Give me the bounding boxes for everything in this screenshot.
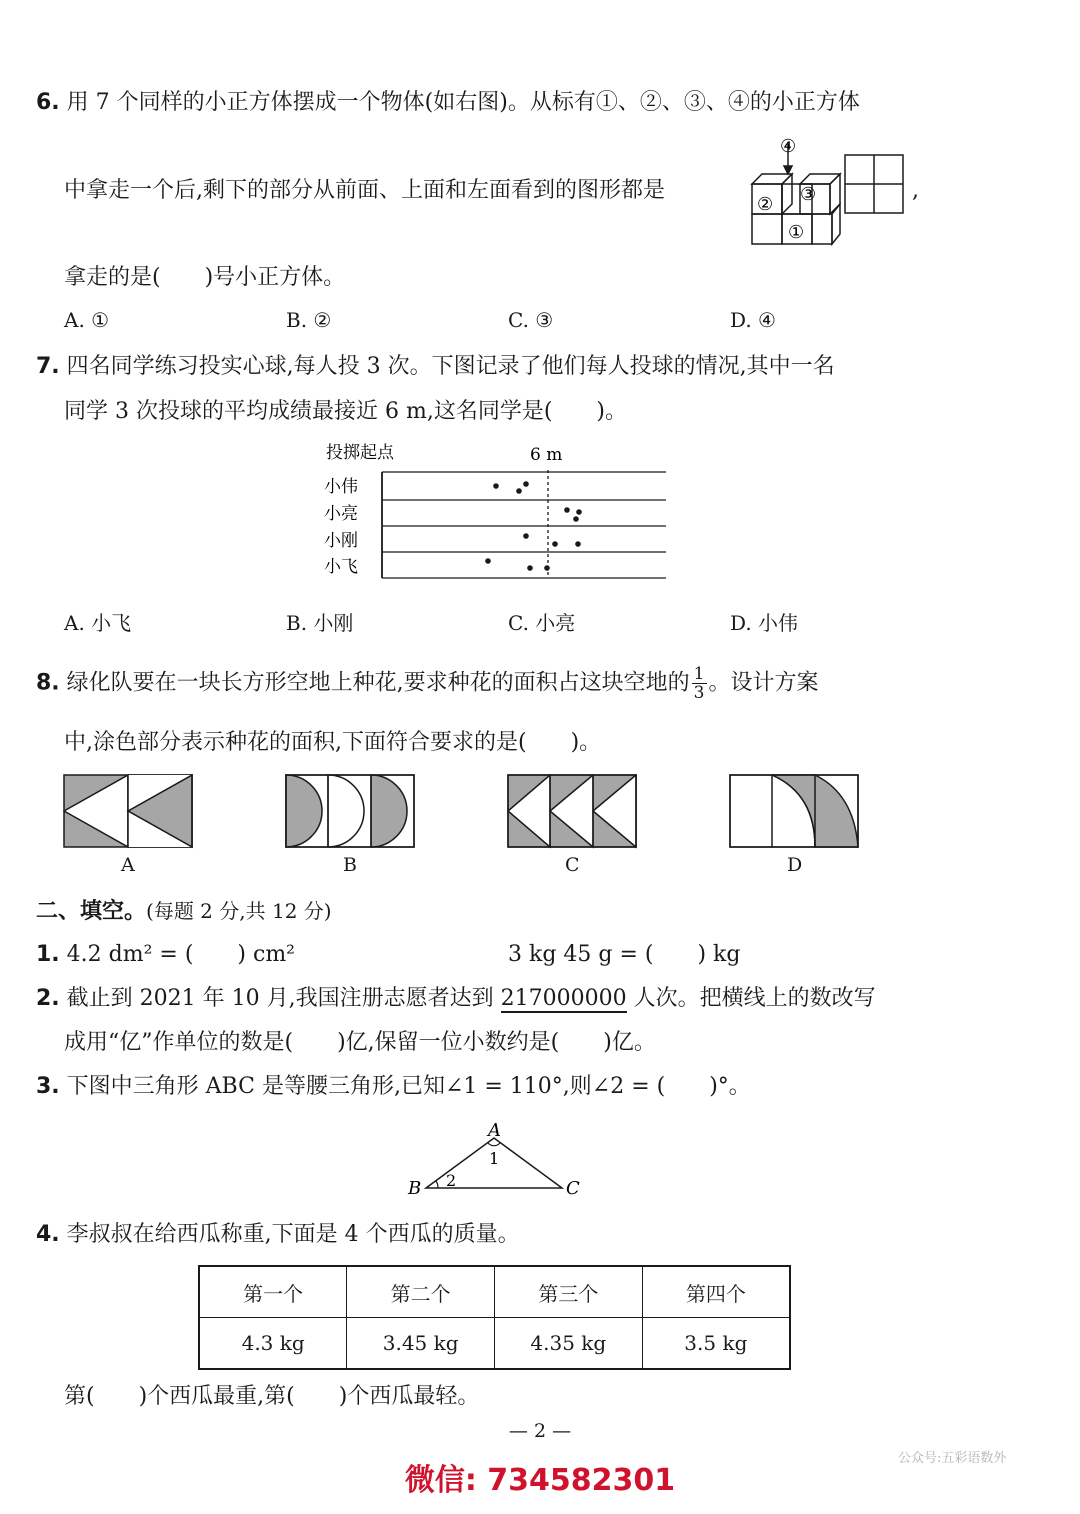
q8-number: 8. [36, 670, 60, 696]
dot [575, 541, 581, 547]
figure-c [507, 774, 639, 850]
figure-c-label: C [565, 854, 580, 876]
q8-fraction [692, 665, 707, 702]
f4-line1 [36, 1220, 520, 1250]
f2-line2: 成用“亿”作单位的数是( )亿,保留一位小数约是( )亿。 [64, 1030, 656, 1055]
value-cell-3: 4.35 kg [494, 1318, 642, 1370]
figure-d-label: D [787, 854, 803, 876]
q8-frac-den: 3 [693, 683, 705, 703]
f3-number: 3. [36, 1074, 60, 1099]
value-cell-4: 3.5 kg [642, 1318, 790, 1370]
f4-line2: 第( )个西瓜最重,第( )个西瓜最轻。 [64, 1384, 480, 1409]
f4-number: 4. [36, 1222, 60, 1247]
throw-diagram [320, 438, 670, 584]
q7-option-d: D. 小伟 [730, 611, 799, 635]
table-row [199, 1318, 790, 1370]
f1-left: 4.2 dm² = ( ) cm² [66, 942, 295, 967]
dot [523, 533, 529, 539]
cube-label-2: ② [757, 194, 774, 215]
triangle-figure [404, 1118, 588, 1202]
cube-figure [748, 134, 848, 246]
q7-option-b: B. 小刚 [286, 611, 354, 635]
q7-option-a: A. 小飞 [64, 611, 132, 635]
q8-line1 [36, 665, 819, 702]
figure-d [729, 774, 861, 850]
dot [564, 507, 570, 513]
table-row [199, 1266, 790, 1318]
dot [493, 483, 499, 489]
throw-6m-label: 6 m [530, 445, 563, 465]
value-cell-1: 4.3 kg [199, 1318, 347, 1370]
f2-text-1b: 人次。把横线上的数改写 [633, 986, 876, 1011]
vertex-c: C [566, 1178, 580, 1199]
cube-label-3: ③ [800, 184, 817, 205]
value-cell-2: 3.45 kg [347, 1318, 495, 1370]
row-label-xiaofei: 小飞 [324, 557, 358, 577]
f2-underlined-number: 217000000 [500, 986, 627, 1011]
dot [523, 481, 529, 487]
angle-1-label: 1 [489, 1149, 500, 1168]
wechat-contact: 微信: 734582301 [404, 1463, 676, 1498]
header-cell-2: 第二个 [347, 1266, 495, 1318]
q7-option-c: C. 小亮 [508, 611, 576, 635]
page-number: — 2 — [508, 1420, 572, 1442]
f3-text: 下图中三角形 ABC 是等腰三角形,已知∠1 = 110°,则∠2 = ( )°。 [66, 1074, 751, 1099]
figure-a-label: A [121, 854, 135, 876]
q8-frac-num: 1 [693, 664, 705, 684]
q6-text-1: 用 7 个同样的小正方体摆成一个物体(如右图)。从标有①、②、③、④的小正方体 [66, 90, 860, 115]
footer-watermark: 公众号:五彩语数外 [898, 1451, 1007, 1466]
dot [576, 509, 582, 515]
dot [485, 558, 491, 564]
section2-header [36, 896, 332, 927]
dot [552, 541, 558, 547]
header-cell-4: 第四个 [642, 1266, 790, 1318]
q6-number: 6. [36, 90, 60, 115]
q7-number: 7. [36, 354, 60, 379]
f4-text: 李叔叔在给西瓜称重,下面是 4 个西瓜的质量。 [66, 1222, 520, 1247]
f1-number: 1. [36, 942, 60, 967]
q6-option-a: A. ① [64, 308, 110, 332]
square-grid-figure [844, 154, 906, 216]
header-cell-1: 第一个 [199, 1266, 347, 1318]
f1-right: 3 kg 45 g = ( ) kg [508, 942, 741, 967]
header-cell-3: 第三个 [494, 1266, 642, 1318]
throw-start-label: 投掷起点 [326, 443, 394, 463]
q8-text-end: 。设计方案 [708, 670, 819, 696]
q8-text-1: 绿化队要在一块长方形空地上种花,要求种花的面积占这块空地的 [66, 670, 690, 696]
f2-line1 [36, 984, 876, 1014]
row-label-xiaogang: 小刚 [324, 531, 358, 551]
dot [527, 565, 533, 571]
q8-line2: 中,涂色部分表示种花的面积,下面符合要求的是( )。 [64, 730, 602, 755]
q7-line2: 同学 3 次投球的平均成绩最接近 6 m,这名同学是( )。 [64, 399, 627, 424]
dot [573, 516, 579, 522]
row-label-xiaowei: 小伟 [324, 477, 358, 497]
f1-line [36, 940, 295, 970]
f3-line1 [36, 1072, 751, 1102]
q6-line2-end: , [912, 178, 919, 203]
figure-b [285, 774, 417, 850]
cube-label-4: ④ [780, 136, 797, 157]
q6-option-c: C. ③ [508, 308, 554, 332]
cube-label-1: ① [788, 222, 805, 243]
f2-number: 2. [36, 986, 60, 1011]
q6-option-b: B. ② [286, 308, 332, 332]
vertex-a: A [488, 1120, 501, 1141]
q6-line2: 中拿走一个后,剩下的部分从前面、上面和左面看到的图形都是 [64, 178, 665, 203]
dot [544, 565, 550, 571]
q6-option-d: D. ④ [730, 308, 776, 332]
row-label-xiaoliang: 小亮 [324, 504, 358, 524]
watermelon-table [198, 1265, 791, 1370]
angle-2-label: 2 [446, 1171, 457, 1190]
section2-note: (每题 2 分,共 12 分) [146, 899, 332, 923]
section2-title: 二、填空。 [36, 898, 147, 924]
f2-text-1a: 截止到 2021 年 10 月,我国注册志愿者达到 [66, 986, 494, 1011]
q6-line3: 拿走的是( )号小正方体。 [64, 265, 346, 290]
q7-text-1: 四名同学练习投实心球,每人投 3 次。下图记录了他们每人投球的情况,其中一名 [66, 354, 835, 379]
q7-line1 [36, 352, 835, 382]
vertex-b: B [408, 1178, 422, 1199]
figure-a [63, 774, 195, 850]
dot [516, 488, 522, 494]
figure-b-label: B [343, 854, 357, 876]
q6-line1 [36, 88, 860, 118]
